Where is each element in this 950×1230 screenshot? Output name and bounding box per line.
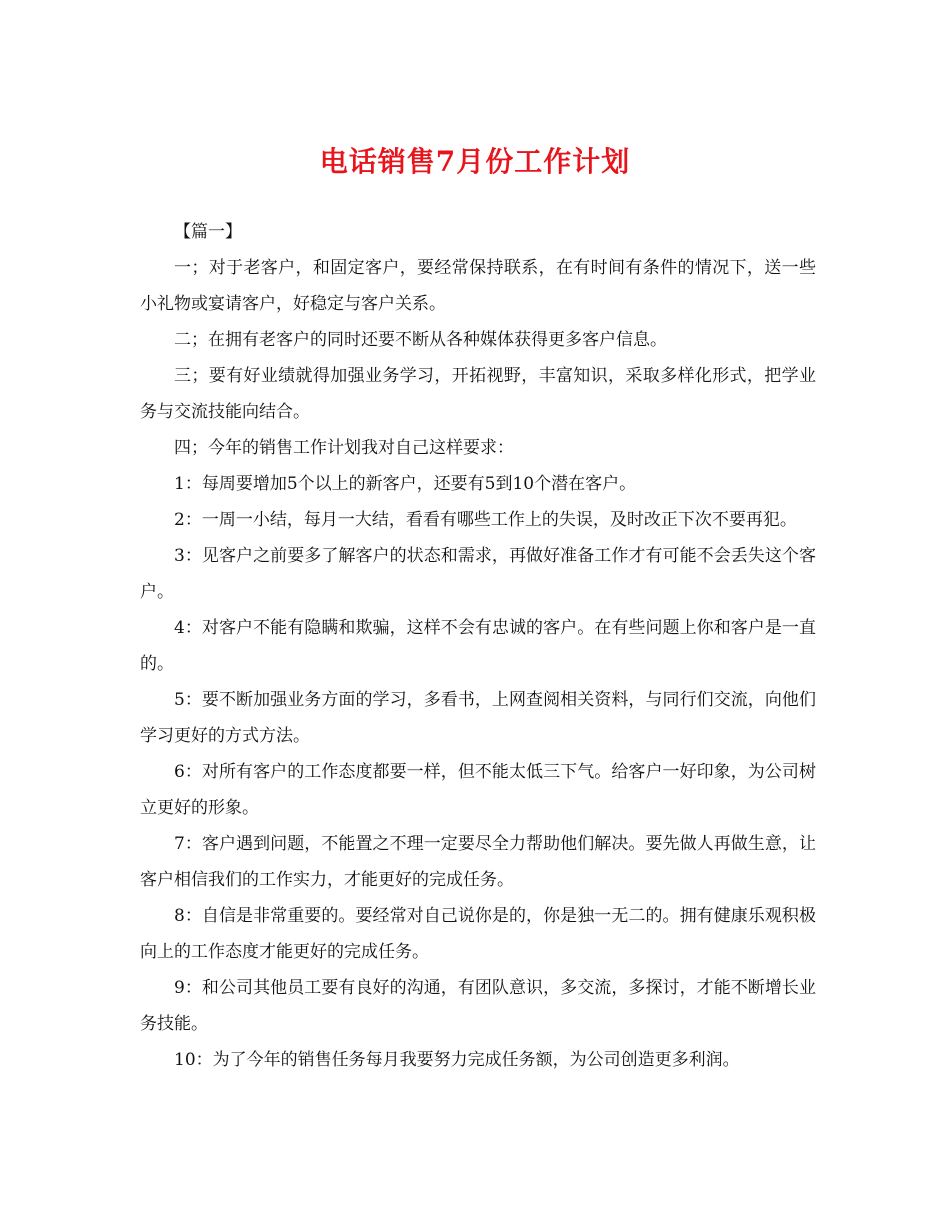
paragraph-3: 三；要有好业绩就得加强业务学习，开拓视野，丰富知识，采取多样化形式，把学业务与交流技能向结合。: [140, 366, 816, 422]
paragraph-2: 二；在拥有老客户的同时还要不断从各种媒体获得更多客户信息。: [174, 330, 667, 350]
list-item-2: 2：一周一小结，每月一大结，看看有哪些工作上的失误，及时改正下次不要再犯。: [174, 510, 797, 530]
document-title: 电话销售7月份工作计划: [319, 145, 631, 178]
list-item-9: 9：和公司其他员工要有良好的沟通，有团队意识，多交流，多探讨，才能不断增长业务技能。: [140, 978, 816, 1034]
list-item-6: 6：对所有客户的工作态度都要一样，但不能太低三下气。给客户一好印象，为公司树立更好的形象。: [140, 762, 816, 818]
list-item-1: 1：每周要增加5个以上的新客户，还要有5到10个潜在客户。: [174, 474, 637, 494]
paragraph-1: 一；对于老客户，和固定客户，要经常保持联系，在有时间有条件的情况下，送一些小礼物或宴请客户，好稳定与客户关系。: [140, 258, 816, 314]
list-item-5: 5：要不断加强业务方面的学习，多看书，上网查阅相关资料，与同行们交流，向他们学习更好的方式方法。: [140, 690, 816, 746]
section-label: 【篇一】: [174, 222, 242, 242]
list-item-8: 8：自信是非常重要的。要经常对自己说你是的，你是独一无二的。拥有健康乐观积极向上的工作态度才能更好的完成任务。: [140, 906, 816, 962]
paragraph-4: 四；今年的销售工作计划我对自己这样要求：: [174, 438, 514, 458]
list-item-3: 3：见客户之前要多了解客户的状态和需求，再做好准备工作才有可能不会丢失这个客户。: [140, 546, 816, 602]
list-item-7: 7：客户遇到问题，不能置之不理一定要尽全力帮助他们解决。要先做人再做生意，让客户相信我们的工作实力，才能更好的完成任务。: [140, 834, 816, 890]
list-item-10: 10：为了今年的销售任务每月我要努力完成任务额，为公司创造更多利润。: [174, 1050, 740, 1070]
document-body: [140, 214, 816, 1078]
list-item-4: 4：对客户不能有隐瞒和欺骗，这样不会有忠诚的客户。在有些问题上你和客户是一直的。: [140, 618, 816, 674]
